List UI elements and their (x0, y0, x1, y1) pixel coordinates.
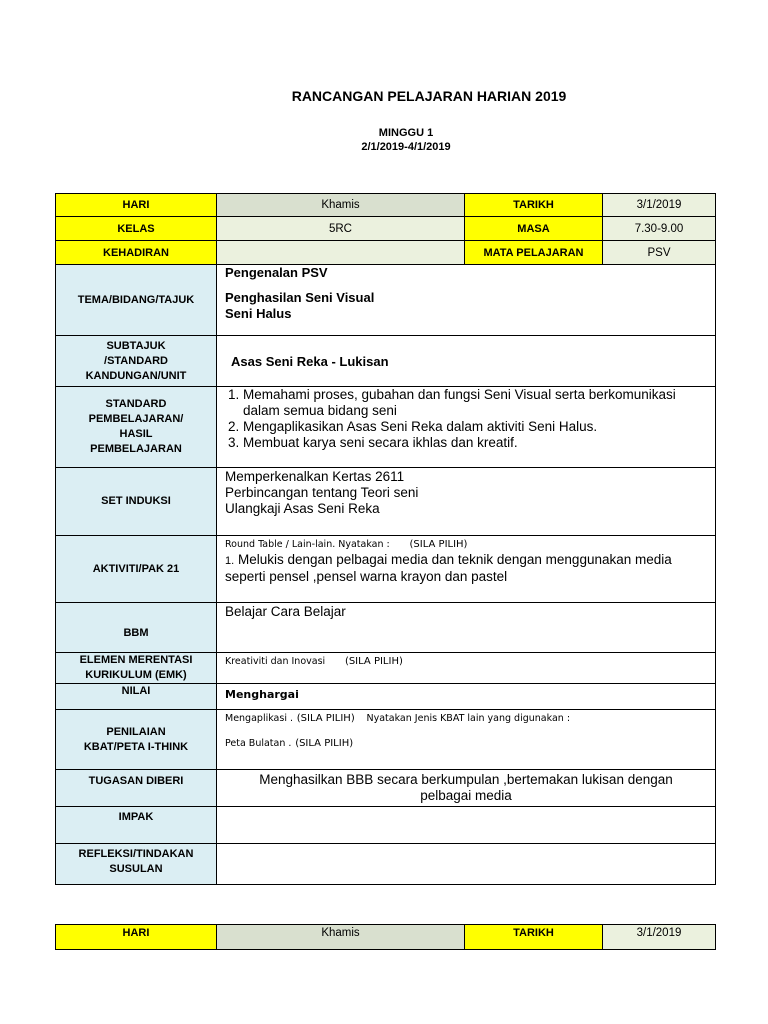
aktiviti-sila: (SILA PILIH) (409, 539, 468, 550)
emk-label-2: KURIKULUM (EMK) (85, 669, 187, 681)
standard-list (217, 387, 715, 451)
tugasan-label: TUGASAN DIBERI (56, 770, 217, 807)
tema-line2: Penghasilan Seni Visual (225, 290, 375, 305)
tugasan-value-cell (217, 770, 716, 807)
penilaian-line1a: Mengaplikasi . (225, 713, 294, 724)
bbm-label: BBM (56, 603, 217, 653)
hari-value: Khamis (217, 194, 465, 217)
penilaian-line2b: (SILA PILIH) (295, 738, 354, 749)
hari-value-2: Khamis (217, 925, 465, 950)
aktiviti-text: Melukis dengan pelbagai media dan teknik dengan menggunakan media seperti pensel ,pensel warna krayon dan pastel (225, 552, 672, 584)
lesson-plan-table-2 (55, 924, 716, 950)
standard-item: 1. Memahami proses, gubahan dan fungsi Seni Visual serta berkomunikasi dalam semua bidang seni (243, 387, 715, 419)
mapel-value: PSV (603, 241, 716, 265)
subtajuk-label (56, 336, 217, 387)
tema-value (217, 265, 716, 336)
refleksi-label-2: SUSULAN (109, 863, 163, 875)
penilaian-label-1: PENILAIAN (106, 725, 166, 738)
induksi-label: SET INDUKSI (56, 468, 217, 536)
aktiviti-value (217, 536, 716, 603)
induksi-value (217, 468, 716, 536)
masa-label: MASA (465, 217, 603, 241)
tugasan-value: Menghasilkan BBB secara berkumpulan ,bertemakan lukisan dengan pelbagai media (259, 772, 673, 803)
kehadiran-value (217, 241, 465, 265)
standard-label-3: HASIL (119, 428, 153, 440)
aktiviti-top: Round Table / Lain-lain. Nyatakan : (225, 539, 390, 550)
refleksi-value (217, 844, 716, 885)
tarikh-label: TARIKH (465, 194, 603, 217)
emk-label-1: ELEMEN MERENTASI (79, 654, 193, 666)
standard-label (56, 387, 217, 468)
kelas-value: 5RC (217, 217, 465, 241)
subtajuk-label-1: SUBTAJUK (106, 339, 166, 352)
penilaian-line2a: Peta Bulatan . (225, 738, 292, 749)
induksi-line2: Perbincangan tentang Teori seni (225, 485, 419, 500)
induksi-line1: Memperkenalkan Kertas 2611 (225, 469, 405, 484)
hari-label-2: HARI (56, 925, 217, 950)
lesson-plan-table (55, 193, 716, 885)
penilaian-line1b: (SILA PILIH) (296, 713, 355, 724)
bbm-value: Belajar Cara Belajar (225, 604, 346, 619)
refleksi-label-1: REFLEKSI/TINDAKAN (78, 848, 194, 860)
tarikh-value: 3/1/2019 (603, 194, 716, 217)
standard-item: 3. Membuat karya seni secara ikhlas dan kreatif. (243, 435, 715, 451)
masa-value: 7.30-9.00 (603, 217, 716, 241)
standard-value (217, 387, 716, 468)
tarikh-value-2: 3/1/2019 (603, 925, 716, 950)
subtajuk-value: Asas Seni Reka - Lukisan (231, 354, 389, 369)
penilaian-line1c: Nyatakan Jenis KBAT lain yang digunakan : (366, 713, 571, 724)
bbm-value-cell (217, 603, 716, 653)
tarikh-label-2: TARIKH (465, 925, 603, 950)
induksi-line3: Ulangkaji Asas Seni Reka (225, 501, 380, 516)
emk-sila: (SILA PILIH) (344, 656, 403, 667)
aktiviti-num: 1. (225, 555, 235, 567)
standard-label-4: PEMBELAJARAN (90, 443, 182, 455)
subtajuk-label-3: KANDUNGAN/UNIT (85, 369, 187, 382)
penilaian-label-2: KBAT/PETA I-THINK (83, 740, 189, 753)
page-title: RANCANGAN PELAJARAN HARIAN 2019 (291, 88, 567, 104)
kelas-label: KELAS (56, 217, 217, 241)
standard-item: 2. Mengaplikasikan Asas Seni Reka dalam aktiviti Seni Halus. (243, 419, 715, 435)
penilaian-label (56, 710, 217, 770)
week-info (0, 126, 768, 154)
mapel-label: MATA PELAJARAN (465, 241, 603, 265)
penilaian-value (217, 710, 716, 770)
nilai-value: Menghargai (225, 688, 299, 701)
impak-value (217, 807, 716, 844)
aktiviti-label: AKTIVITI/PAK 21 (56, 536, 217, 603)
impak-label: IMPAK (56, 807, 217, 844)
tema-label: TEMA/BIDANG/TAJUK (56, 265, 217, 336)
standard-label-1: STANDARD (105, 398, 167, 410)
tema-line1: Pengenalan PSV (225, 265, 328, 280)
emk-label (56, 653, 217, 684)
emk-text: Kreativiti dan Inovasi (225, 656, 326, 667)
standard-label-2: PEMBELAJARAN/ (88, 413, 184, 425)
refleksi-label (56, 844, 217, 885)
subtajuk-value-cell (217, 336, 716, 387)
week-dates: 2/1/2019-4/1/2019 (361, 141, 451, 153)
hari-label: HARI (56, 194, 217, 217)
week-label: MINGGU 1 (378, 127, 434, 139)
nilai-value-cell (217, 684, 716, 710)
kehadiran-label: KEHADIRAN (56, 241, 217, 265)
nilai-label: NILAI (56, 684, 217, 710)
emk-value (217, 653, 716, 684)
subtajuk-label-2: /STANDARD (104, 354, 168, 367)
tema-line3: Seni Halus (225, 306, 292, 321)
